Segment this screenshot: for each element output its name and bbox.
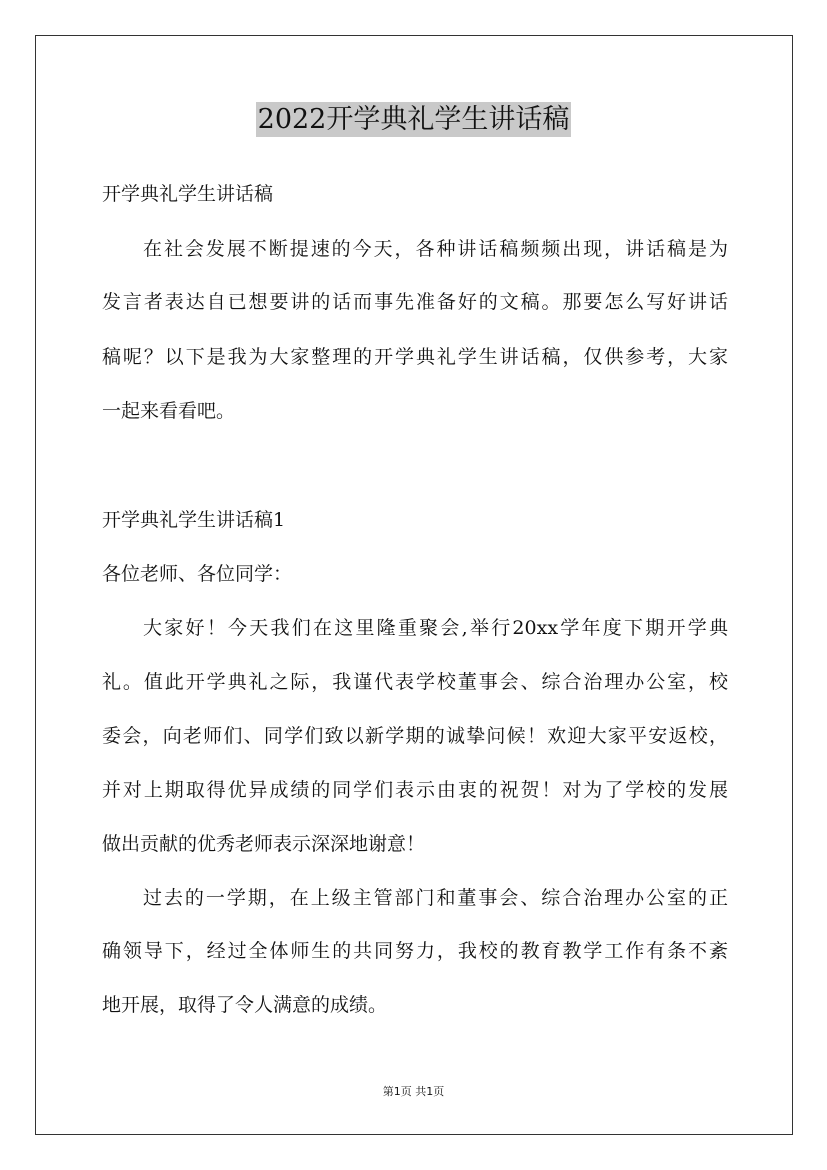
paragraph-line: 过去的一学期，在上级主管部门和董事会、综合治理办公室的正 [143, 887, 728, 909]
paragraph-line: 做出贡献的优秀老师表示深深地谢意！ [102, 833, 426, 855]
document-heading: 开学典礼学生讲话稿 [102, 183, 274, 205]
intro-line: 稿呢？以下是我为大家整理的开学典礼学生讲话稿，仅供参考，大家 [102, 346, 728, 368]
intro-line: 在社会发展不断提速的今天，各种讲话稿频频出现，讲话稿是为 [143, 238, 728, 260]
document-title-wrap [0, 100, 827, 140]
document-title: 2022开学典礼学生讲话稿 [257, 104, 570, 135]
greeting: 各位老师、各位同学： [102, 563, 293, 585]
paragraph-line: 大家好！今天我们在这里隆重聚会,举行20xx学年度下期开学典 [143, 617, 728, 639]
section-title: 开学典礼学生讲话稿1 [102, 509, 286, 531]
paragraph-line: 确领导下，经过全体师生的共同努力，我校的教育教学工作有条不紊 [102, 940, 728, 962]
paragraph-line: 礼。值此开学典礼之际，我谨代表学校董事会、综合治理办公室，校 [102, 671, 728, 693]
paragraph-line: 地开展，取得了令人满意的成绩。 [102, 994, 388, 1016]
paragraph-line: 并对上期取得优异成绩的同学们表示由衷的祝贺！对为了学校的发展 [102, 779, 728, 801]
page-footer: 第1页 共1页 [382, 1085, 445, 1098]
paragraph-line: 委会，向老师们、同学们致以新学期的诚挚问候！欢迎大家平安返校， [102, 725, 728, 747]
intro-line: 发言者表达自已想要讲的话而事先准备好的文稿。那要怎么写好讲话 [102, 291, 728, 313]
intro-line: 一起来看看吧。 [102, 400, 236, 422]
